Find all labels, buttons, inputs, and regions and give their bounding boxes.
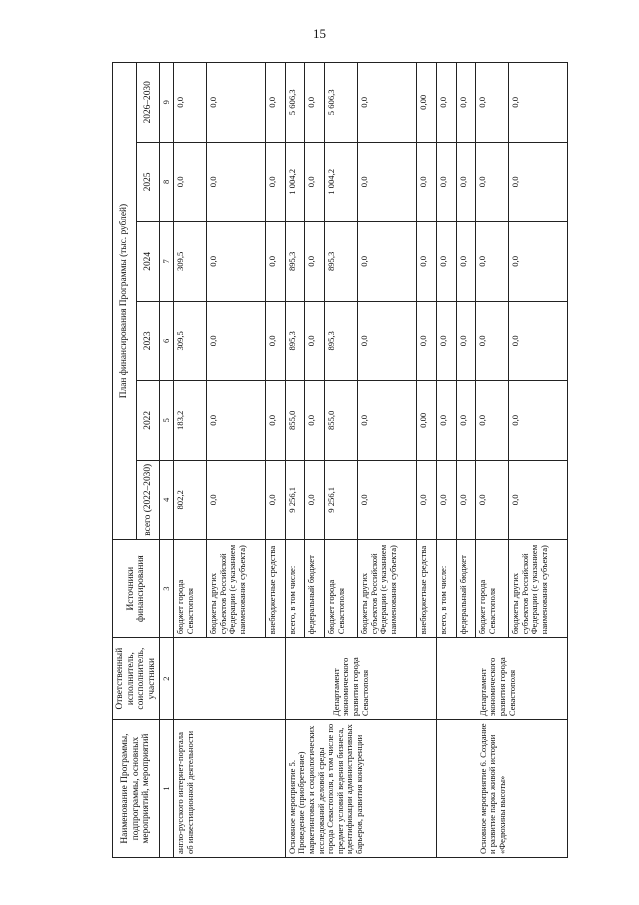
- index-cell: 6: [160, 301, 174, 380]
- value-cell: 0,0: [174, 142, 207, 221]
- responsible-text: Департамент экономического развития города Севастополя: [330, 657, 370, 717]
- value-cell: 9 256,1: [325, 460, 358, 539]
- source-cell: бюджет города Севастополя: [476, 540, 509, 638]
- header-plan-group: План финансирования Программы (тыс. рублей): [113, 63, 137, 540]
- value-cell: 0,0: [305, 460, 325, 539]
- index-cell: 4: [160, 460, 174, 539]
- value-cell: 0,0: [265, 142, 285, 221]
- spacer: [288, 641, 332, 716]
- index-cell: 5: [160, 381, 174, 460]
- index-cell: 8: [160, 142, 174, 221]
- value-cell: 895,3: [325, 301, 358, 380]
- value-cell: 0,0: [358, 381, 417, 460]
- value-cell: 0,0: [509, 460, 568, 539]
- measure-name: Основное мероприятие 5. Проведение (приобретение) маркетинговых и социологических исследований деловой среды города Севастополя, в том числе по предмет условий ведения бизнеса, идентификации административных барьеров, развития конкуренции: [285, 720, 436, 858]
- value-cell: 0,00: [416, 63, 436, 143]
- table-row: [285, 63, 305, 858]
- source-cell: бюджеты других субъектов Российской Федерации (с указанием наименования субъекта): [358, 540, 417, 638]
- responsible-text: Департамент экономического развития города Севастополя: [477, 657, 517, 717]
- value-cell: 309,5: [174, 222, 207, 301]
- header-year-total: всего (2022–2030): [136, 460, 160, 539]
- value-cell: 0,0: [476, 460, 509, 539]
- value-cell: 183,2: [174, 381, 207, 460]
- financing-table-rotated: [112, 62, 552, 858]
- value-cell: 0,0: [509, 63, 568, 143]
- source-cell: внебюджетные средства: [265, 540, 285, 638]
- source-cell: бюджет города Севастополя: [325, 540, 358, 638]
- value-cell: 0,0: [476, 63, 509, 143]
- value-cell: 0,0: [174, 63, 207, 143]
- value-cell: 0,0: [305, 222, 325, 301]
- value-cell: 5 606,3: [325, 63, 358, 143]
- value-cell: 0,0: [206, 222, 265, 301]
- measure-name: англо-русского интернет-портала об инвестиционной деятельности: [174, 720, 286, 858]
- value-cell: 0,0: [265, 63, 285, 143]
- value-cell: 0,0: [206, 381, 265, 460]
- value-cell: 0,0: [456, 63, 476, 143]
- value-cell: 895,3: [285, 301, 305, 380]
- value-cell: 1 004,2: [325, 142, 358, 221]
- value-cell: 0,0: [416, 460, 436, 539]
- value-cell: 0,0: [509, 222, 568, 301]
- value-cell: 0,0: [509, 381, 568, 460]
- header-year-2023: 2023: [136, 301, 160, 380]
- measure-name-text: Основное мероприятие 6. Создание и развитие парка живой истории «Федюхины высоты»: [477, 723, 507, 854]
- source-cell: внебюджетные средства: [416, 540, 436, 638]
- value-cell: 0,0: [206, 63, 265, 143]
- value-cell: 0,0: [456, 460, 476, 539]
- header-year-2022: 2022: [136, 381, 160, 460]
- value-cell: 0,0: [509, 142, 568, 221]
- source-cell: всего, в том числе:: [436, 540, 456, 638]
- index-cell: 2: [160, 638, 174, 720]
- table-row: [436, 63, 456, 858]
- financing-table-container: [112, 62, 552, 858]
- value-cell: 0,0: [358, 63, 417, 143]
- value-cell: 0,0: [305, 142, 325, 221]
- responsible-cell: [174, 638, 286, 720]
- value-cell: 0,0: [358, 222, 417, 301]
- value-cell: 9 256,1: [285, 460, 305, 539]
- value-cell: 895,3: [325, 222, 358, 301]
- value-cell: 309,5: [174, 301, 207, 380]
- header-responsible: Ответственный исполнитель, соисполнитель, участники: [113, 638, 160, 720]
- index-cell: 1: [160, 720, 174, 858]
- responsible-cell: [285, 638, 436, 720]
- value-cell: 855,0: [285, 381, 305, 460]
- value-cell: 0,00: [416, 381, 436, 460]
- value-cell: 0,0: [305, 381, 325, 460]
- index-cell: 9: [160, 63, 174, 143]
- value-cell: 0,0: [456, 142, 476, 221]
- value-cell: 0,0: [456, 301, 476, 380]
- value-cell: 0,0: [436, 460, 456, 539]
- measure-name: [436, 720, 567, 858]
- value-cell: 0,0: [265, 301, 285, 380]
- value-cell: 0,0: [206, 301, 265, 380]
- value-cell: 0,0: [476, 222, 509, 301]
- value-cell: 855,0: [325, 381, 358, 460]
- value-cell: 0,0: [436, 63, 456, 143]
- source-cell: федеральный бюджет: [305, 540, 325, 638]
- value-cell: 0,0: [456, 222, 476, 301]
- value-cell: 0,0: [305, 301, 325, 380]
- value-cell: 0,0: [436, 142, 456, 221]
- index-cell: 3: [160, 540, 174, 638]
- value-cell: 1 004,2: [285, 142, 305, 221]
- header-year-2026-2030: 2026–2030: [136, 63, 160, 143]
- value-cell: 0,0: [436, 301, 456, 380]
- value-cell: 0,0: [416, 142, 436, 221]
- source-cell: федеральный бюджет: [456, 540, 476, 638]
- header-row-1: [113, 63, 137, 858]
- header-year-2024: 2024: [136, 222, 160, 301]
- header-year-2025: 2025: [136, 142, 160, 221]
- value-cell: 802,2: [174, 460, 207, 539]
- header-name: Наименование Программы, подпрограммы, основных мероприятий, мероприятий: [113, 720, 160, 858]
- value-cell: 0,0: [358, 301, 417, 380]
- spacer: [439, 723, 479, 854]
- value-cell: 0,0: [206, 142, 265, 221]
- source-cell: всего, в том числе:: [285, 540, 305, 638]
- value-cell: 0,0: [358, 142, 417, 221]
- value-cell: 0,0: [476, 381, 509, 460]
- index-cell: 7: [160, 222, 174, 301]
- value-cell: 5 606,3: [285, 63, 305, 143]
- value-cell: 0,0: [206, 460, 265, 539]
- value-cell: 0,0: [476, 301, 509, 380]
- index-row: [160, 63, 174, 858]
- value-cell: 0,0: [436, 381, 456, 460]
- value-cell: 0,0: [476, 142, 509, 221]
- source-cell: бюджет города Севастополя: [174, 540, 207, 638]
- spacer: [439, 641, 479, 716]
- value-cell: 0,0: [509, 301, 568, 380]
- value-cell: 0,0: [436, 222, 456, 301]
- financing-table: [112, 62, 568, 858]
- value-cell: 0,0: [456, 381, 476, 460]
- header-source: Источники финансирования: [113, 540, 160, 638]
- value-cell: 0,0: [265, 381, 285, 460]
- value-cell: 0,0: [265, 222, 285, 301]
- page-number: 15: [313, 26, 326, 41]
- source-cell: бюджеты других субъектов Российской Федерации (с указанием наименования субъекта): [206, 540, 265, 638]
- value-cell: 0,0: [358, 460, 417, 539]
- source-cell: бюджеты других субъектов Российской Федерации (с указанием наименования субъекта): [509, 540, 568, 638]
- value-cell: 0,0: [416, 301, 436, 380]
- value-cell: 895,3: [285, 222, 305, 301]
- value-cell: 0,0: [416, 222, 436, 301]
- responsible-cell: [436, 638, 567, 720]
- table-row: [174, 63, 207, 858]
- value-cell: 0,0: [265, 460, 285, 539]
- value-cell: 0,0: [305, 63, 325, 143]
